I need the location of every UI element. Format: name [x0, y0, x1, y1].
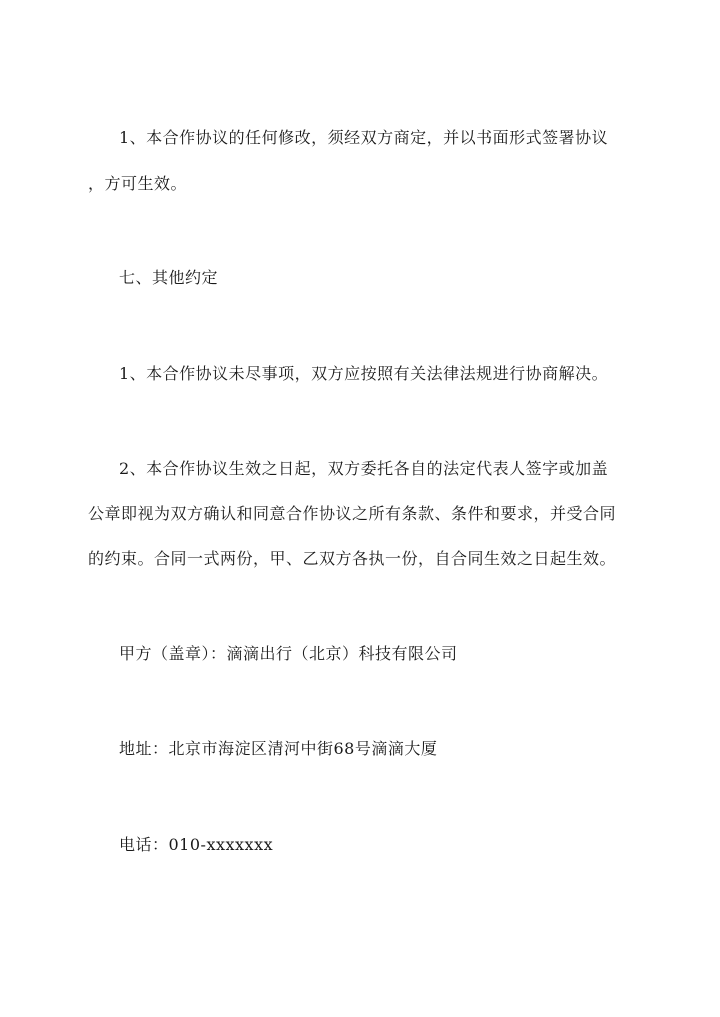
paragraph-amendment-line-2: ，方可生效。	[88, 174, 188, 193]
paragraph-unresolved-matters: 1、本合作协议未尽事项，双方应按照有关法律法规进行协商解决。	[119, 364, 609, 383]
address-line: 地址：北京市海淀区清河中街68号滴滴大厦	[119, 739, 438, 758]
paragraph-effectiveness-line-2: 公章即视为双方确认和同意合作协议之所有条款、条件和要求，并受合同	[88, 504, 617, 523]
phone-line: 电话：010-xxxxxxx	[119, 835, 274, 854]
paragraph-effectiveness-line-1: 2、本合作协议生效之日起，双方委托各自的法定代表人签字或加盖	[119, 459, 609, 478]
paragraph-effectiveness-line-3: 的约束。合同一式两份，甲、乙双方各执一份，自合同生效之日起生效。	[88, 549, 617, 568]
section-heading-other-agreements: 七、其他约定	[119, 268, 219, 287]
party-a-seal-line: 甲方（盖章）：滴滴出行（北京）科技有限公司	[119, 644, 458, 663]
paragraph-amendment-line-1: 1、本合作协议的任何修改，须经双方商定，并以书面形式签署协议	[119, 128, 609, 147]
